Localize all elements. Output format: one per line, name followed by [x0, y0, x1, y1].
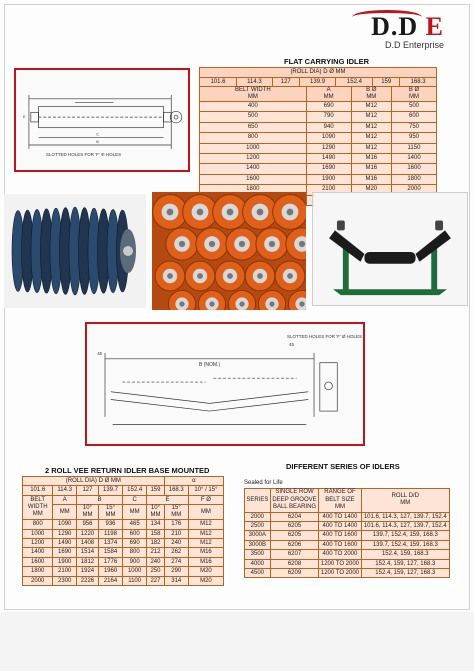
- table-cell: 1800: [200, 185, 307, 195]
- table-cell: 1600: [391, 164, 436, 174]
- table-cell: 1220: [76, 529, 98, 538]
- series-table: [244, 488, 450, 578]
- svg-text:E: E: [23, 115, 26, 120]
- vee-subheader-cell: MM: [188, 505, 223, 520]
- table-cell: 101.6, 114.3, 127, 139.7, 152.4: [361, 521, 449, 530]
- table-cell: 600: [391, 112, 436, 122]
- vee-idler-table: [22, 476, 224, 586]
- table-cell: 290: [164, 567, 188, 576]
- table-row: [245, 531, 450, 540]
- table-cell: 3000B: [245, 540, 271, 549]
- table-cell: 1900: [306, 174, 351, 184]
- table-cell: 940: [306, 122, 351, 132]
- table-cell: 900: [123, 557, 147, 566]
- table-row: [245, 540, 450, 549]
- vee-drawing-note: SLOTTED HOLES FOR 'F' Ø HOLES: [287, 334, 362, 339]
- table-cell: M12: [351, 112, 391, 122]
- table-cell: 6206: [270, 540, 319, 549]
- table-cell: 1600: [23, 557, 53, 566]
- table-cell: 2000: [245, 512, 271, 521]
- sealed-note: Sealed for Life: [244, 480, 283, 486]
- vee-header-row: [23, 495, 224, 504]
- roller-shaft: [227, 209, 234, 216]
- vee-subheader-cell: 15° MM: [164, 505, 188, 520]
- table-cell: M12: [188, 520, 223, 529]
- table-cell: 500: [200, 112, 307, 122]
- table-row: [245, 512, 450, 521]
- table-cell: 1490: [306, 154, 351, 164]
- table-cell: 1800: [391, 174, 436, 184]
- flat-header-cell: BELT WIDTH MM: [200, 87, 307, 102]
- table-cell: M20: [188, 567, 223, 576]
- table-cell: 1600: [200, 174, 307, 184]
- table-cell: 134: [147, 520, 164, 529]
- roller-shaft: [299, 301, 304, 306]
- table-cell: 176: [164, 520, 188, 529]
- table-cell: 152.4, 159, 127, 168.3: [361, 568, 449, 577]
- table-cell: 1800: [23, 567, 53, 576]
- flat-header-cell: B Ø MM: [391, 87, 436, 102]
- table-cell: 1812: [76, 557, 98, 566]
- table-cell: 212: [147, 548, 164, 557]
- series-header-cell: RANGE OF BELT SIZE MM: [319, 489, 361, 513]
- table-cell: 1150: [391, 143, 436, 153]
- table-cell: 1776: [98, 557, 122, 566]
- roller-shaft: [227, 273, 233, 279]
- series-header-cell: SINGLE ROW DEEP GROOVE BALL BEARING: [270, 489, 319, 513]
- vee-alpha-label: α: [164, 477, 223, 486]
- table-cell: 139.7, 152.4, 159, 168.3: [361, 531, 449, 540]
- logo-mark-main: D.D: [371, 12, 419, 41]
- table-cell: 1690: [53, 548, 77, 557]
- roll-dia-cell: 127: [272, 78, 299, 88]
- roller-shaft: [287, 209, 294, 216]
- roller-shaft: [123, 246, 133, 256]
- vee-col-f: F Ø: [188, 495, 223, 504]
- flat-idler-body-table: [199, 86, 437, 206]
- photo-troughing-svg: [313, 193, 467, 305]
- vee-angle-label: 45: [289, 342, 295, 347]
- flat-idler-title: FLAT CARRYING IDLER: [284, 57, 369, 66]
- roll-dia-label: (ROLL DIA) D Ø MM: [200, 68, 437, 78]
- vee-roll-dia-label: (ROLL DIA) D Ø MM: [23, 477, 165, 486]
- logo-swoosh: [352, 10, 422, 24]
- table-cell: 650: [200, 122, 307, 132]
- vee-idler-title: 2 ROLL VEE RETURN IDLER BASE MOUNTED: [45, 466, 210, 475]
- table-cell: 182: [147, 539, 164, 548]
- table-cell: 6208: [270, 559, 319, 568]
- roller-shaft: [209, 301, 214, 306]
- vee-dia-label-row: [23, 477, 224, 486]
- table-cell: 262: [164, 548, 188, 557]
- table-row: [23, 567, 224, 576]
- flat-header-cell: A MM: [306, 87, 351, 102]
- table-cell: 210: [164, 529, 188, 538]
- table-cell: 1198: [98, 529, 122, 538]
- table-cell: 1090: [306, 133, 351, 143]
- table-row: [23, 539, 224, 548]
- table-cell: M16: [351, 164, 391, 174]
- roller-shaft: [257, 273, 263, 279]
- table-cell: 400 TO 1400: [319, 521, 361, 530]
- table-cell: 400 TO 1400: [319, 512, 361, 521]
- photo-orange-rollers: [152, 192, 306, 310]
- table-row: [200, 102, 437, 112]
- roller-shaft: [197, 273, 203, 279]
- table-cell: 750: [391, 122, 436, 132]
- table-row: [200, 164, 437, 174]
- roller-shaft: [239, 241, 245, 247]
- vee-subheader-cell: MM: [53, 505, 77, 520]
- table-row: [245, 521, 450, 530]
- table-cell: 1290: [306, 143, 351, 153]
- table-cell: 1000: [123, 567, 147, 576]
- vee-idler-drawing-svg: [87, 324, 363, 444]
- vee-subheader-row: [23, 505, 224, 520]
- svg-text:B: B: [96, 140, 99, 145]
- roller-shaft: [269, 241, 275, 247]
- table-cell: 6204: [270, 512, 319, 521]
- series-header-cell: ROLL D/D MM: [361, 489, 449, 513]
- roller-shaft: [257, 209, 264, 216]
- table-row: [245, 550, 450, 559]
- table-cell: M12: [351, 133, 391, 143]
- table-row: [245, 568, 450, 577]
- table-cell: 1000: [200, 143, 307, 153]
- table-cell: 1690: [306, 164, 351, 174]
- table-cell: 240: [164, 539, 188, 548]
- vee-col-c: C: [123, 495, 147, 504]
- vee-dia-cell: 168.3: [164, 486, 188, 495]
- table-cell: 1960: [98, 567, 122, 576]
- table-cell: 600: [123, 529, 147, 538]
- table-cell: 465: [123, 520, 147, 529]
- vee-dia-cell: 159: [147, 486, 164, 495]
- table-cell: M16: [188, 557, 223, 566]
- roller-shaft: [179, 301, 184, 306]
- roller-shaft: [299, 241, 305, 247]
- table-row: [23, 529, 224, 538]
- table-cell: M12: [351, 143, 391, 153]
- roll-dia-cell: 159: [373, 78, 400, 88]
- table-row: [200, 122, 437, 132]
- table-row: [200, 143, 437, 153]
- table-row: [200, 112, 437, 122]
- table-cell: 6207: [270, 550, 319, 559]
- photo-rubber-svg: [4, 194, 146, 308]
- vee-col-a: A: [53, 495, 77, 504]
- flat-header-row: [200, 87, 437, 102]
- roll-dia-cell: 152.4: [336, 78, 373, 88]
- vee-b-label: B (NOM.): [199, 362, 221, 368]
- brand-name: D.D Enterprise: [384, 40, 444, 50]
- vee-idler-drawing: [85, 322, 365, 446]
- vee-col-belt: BELT WIDTH MM: [23, 495, 53, 519]
- table-cell: 950: [391, 133, 436, 143]
- table-cell: 2500: [245, 521, 271, 530]
- table-cell: 400 TO 1600: [319, 540, 361, 549]
- table-cell: 1584: [98, 548, 122, 557]
- table-cell: 936: [98, 520, 122, 529]
- table-row: [200, 174, 437, 184]
- table-cell: 1090: [53, 520, 77, 529]
- table-row: [200, 154, 437, 164]
- vee-dia-cell: 139.7: [98, 486, 122, 495]
- table-cell: M12: [351, 122, 391, 132]
- table-cell: 1400: [23, 548, 53, 557]
- table-cell: M16: [188, 548, 223, 557]
- vee-alpha-values: 10° / 15°: [188, 486, 223, 495]
- roller-shaft: [167, 273, 173, 279]
- roller-shaft: [269, 301, 274, 306]
- table-cell: M16: [351, 174, 391, 184]
- vee-subheader-cell: 10° MM: [76, 505, 98, 520]
- table-row: [23, 520, 224, 529]
- table-cell: 6209: [270, 568, 319, 577]
- table-cell: 1200: [23, 539, 53, 548]
- table-cell: 101.6, 114.3, 127, 139.7, 152.4: [361, 512, 449, 521]
- table-cell: 1900: [53, 557, 77, 566]
- table-cell: 1100: [123, 576, 147, 585]
- flat-idler-drawing: [14, 68, 190, 172]
- table-cell: 690: [306, 102, 351, 112]
- table-cell: 250: [147, 567, 164, 576]
- logo-mark-accent: E: [425, 12, 444, 41]
- table-cell: 4500: [245, 568, 271, 577]
- table-cell: 240: [147, 557, 164, 566]
- vee-dia-cell: 101.6: [23, 486, 53, 495]
- table-cell: 400: [200, 102, 307, 112]
- flat-header-cell: B Ø MM: [351, 87, 391, 102]
- table-row: [200, 133, 437, 143]
- table-cell: 2300: [53, 576, 77, 585]
- table-cell: 3500: [245, 550, 271, 559]
- table-cell: 800: [23, 520, 53, 529]
- roll-dia-cell: 139.9: [299, 78, 336, 88]
- table-cell: 1200 TO 2000: [319, 559, 361, 568]
- table-cell: 1490: [53, 539, 77, 548]
- roller-shaft: [209, 241, 215, 247]
- roller-shaft: [197, 209, 204, 216]
- table-cell: 1374: [98, 539, 122, 548]
- roll-dia-cell: 168.3: [400, 78, 437, 88]
- table-cell: 2100: [53, 567, 77, 576]
- table-cell: 2000: [23, 576, 53, 585]
- photo-orange-svg: [152, 192, 306, 310]
- table-cell: 800: [200, 133, 307, 143]
- vee-col-e: E: [147, 495, 189, 504]
- vee-col-b: B: [76, 495, 122, 504]
- brand-logo: [334, 12, 444, 56]
- vee-dia-cell: 127: [76, 486, 98, 495]
- series-header-cell: SERIES: [245, 489, 271, 513]
- table-row: [23, 576, 224, 585]
- table-cell: 956: [76, 520, 98, 529]
- table-cell: 158: [147, 529, 164, 538]
- table-cell: M16: [351, 154, 391, 164]
- table-cell: 1514: [76, 548, 98, 557]
- table-cell: 1400: [200, 164, 307, 174]
- table-cell: 152.4, 159, 127, 168.3: [361, 559, 449, 568]
- table-cell: 1924: [76, 567, 98, 576]
- svg-text:45: 45: [97, 350, 103, 356]
- table-cell: 6205: [270, 521, 319, 530]
- table-cell: 800: [123, 548, 147, 557]
- table-row: [245, 559, 450, 568]
- table-cell: 2164: [98, 576, 122, 585]
- vee-subheader-cell: 10° MM: [147, 505, 164, 520]
- series-title: DIFFERENT SERIES OF IDLERS: [286, 462, 400, 471]
- svg-text:C: C: [96, 132, 99, 137]
- table-cell: M20: [188, 576, 223, 585]
- table-cell: 400 TO 2000: [319, 550, 361, 559]
- roll-dia-cell: 101.6: [200, 78, 237, 88]
- table-cell: 1290: [53, 529, 77, 538]
- table-cell: 2000: [391, 185, 436, 195]
- vee-dia-cell: 114.3: [53, 486, 77, 495]
- series-header-row: [245, 489, 450, 513]
- table-cell: 1408: [76, 539, 98, 548]
- table-cell: 1200: [200, 154, 307, 164]
- table-cell: 2100: [306, 185, 351, 195]
- table-cell: 314: [164, 576, 188, 585]
- table-row: [23, 548, 224, 557]
- table-cell: 2226: [76, 576, 98, 585]
- photo-rubber-rollers: [4, 194, 146, 308]
- table-cell: M20: [351, 185, 391, 195]
- flat-idler-note: SLOTTED HOLES FOR 'F' Φ HOLES: [46, 152, 122, 157]
- table-cell: 152.4, 159, 168.3: [361, 550, 449, 559]
- roller-shaft: [167, 209, 174, 216]
- vee-subheader-cell: MM: [123, 505, 147, 520]
- table-cell: 1200 TO 2000: [319, 568, 361, 577]
- table-cell: 4000: [245, 559, 271, 568]
- table-cell: 274: [164, 557, 188, 566]
- table-cell: 1000: [23, 529, 53, 538]
- table-cell: M12: [188, 539, 223, 548]
- vee-dia-cell: 152.4: [123, 486, 147, 495]
- roller-shaft: [239, 301, 244, 306]
- table-cell: 400 TO 1600: [319, 531, 361, 540]
- roller-shaft: [287, 273, 293, 279]
- table-cell: 139.7, 152.4, 159, 168.3: [361, 540, 449, 549]
- roller-shaft: [179, 241, 185, 247]
- table-cell: 3000A: [245, 531, 271, 540]
- roll-dia-cell: 114.3: [236, 78, 272, 88]
- table-cell: 500: [391, 102, 436, 112]
- table-cell: 227: [147, 576, 164, 585]
- table-cell: M12: [188, 529, 223, 538]
- photo-troughing-frame: [312, 192, 468, 306]
- vee-subheader-cell: 15° MM: [98, 505, 122, 520]
- table-cell: 6205: [270, 531, 319, 540]
- bottom-band: [0, 612, 474, 671]
- vee-dia-row: [23, 486, 224, 495]
- table-cell: 690: [123, 539, 147, 548]
- table-cell: 790: [306, 112, 351, 122]
- table-row: [23, 557, 224, 566]
- table-cell: M12: [351, 102, 391, 112]
- table-cell: 1400: [391, 154, 436, 164]
